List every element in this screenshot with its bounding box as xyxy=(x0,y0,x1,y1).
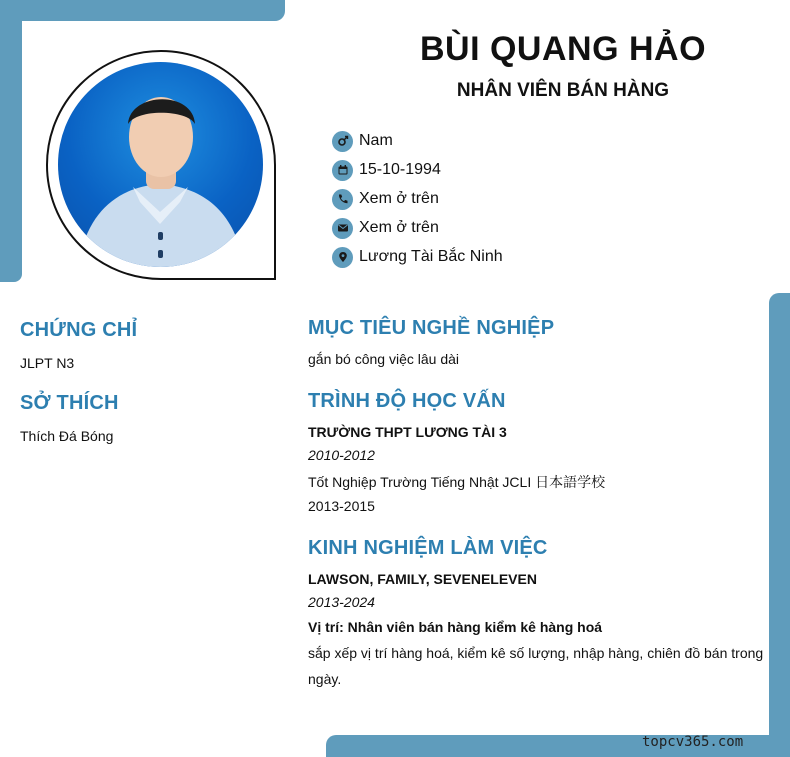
candidate-name: BÙI QUANG HẢO xyxy=(419,30,707,68)
contact-email xyxy=(332,217,439,239)
experience-description-line-2: ngày. xyxy=(308,671,342,687)
hobbies-heading: SỞ THÍCH xyxy=(20,392,119,414)
contact-gender-text: Nam xyxy=(359,132,393,149)
experience-role: Vị trí: Nhân viên bán hàng kiểm kê hàng hoá xyxy=(308,619,603,635)
experience-years: 2013-2024 xyxy=(308,594,375,610)
education-school-years: 2010-2012 xyxy=(308,447,375,463)
education-detail-years: 2013-2015 xyxy=(308,498,375,514)
objective-text: gắn bó công việc lâu dài xyxy=(308,351,459,367)
gender-icon xyxy=(332,131,353,152)
calendar-icon xyxy=(332,160,353,181)
contact-address xyxy=(332,246,503,268)
education-detail: Tốt Nghiệp Trường Tiếng Nhật JCLI 日本語学校 xyxy=(308,474,606,490)
contact-birthday-text: 15-10-1994 xyxy=(359,161,441,178)
portrait-illustration xyxy=(58,62,263,267)
contact-birthday xyxy=(332,159,441,181)
decor-bar-right xyxy=(769,293,790,757)
education-school: TRƯỜNG THPT LƯƠNG TÀI 3 xyxy=(308,424,507,440)
objective-heading: MỤC TIÊU NGHỀ NGHIỆP xyxy=(308,317,555,339)
job-title: NHÂN VIÊN BÁN HÀNG xyxy=(456,80,670,101)
contact-address-text: Lương Tài Bắc Ninh xyxy=(359,248,503,265)
education-heading: TRÌNH ĐỘ HỌC VẤN xyxy=(308,390,506,412)
phone-icon xyxy=(332,189,353,210)
contact-email-text: Xem ở trên xyxy=(359,219,439,236)
profile-photo xyxy=(58,62,263,267)
hobby-item: Thích Đá Bóng xyxy=(20,428,114,444)
contact-gender xyxy=(332,130,393,152)
certificate-item: JLPT N3 xyxy=(20,355,75,371)
experience-description-line-1: sắp xếp vị trí hàng hoá, kiểm kê số lượng, nhập hàng, chiên đồ bán trong xyxy=(308,645,764,661)
email-icon xyxy=(332,218,353,239)
watermark: topcv365.com xyxy=(642,734,744,750)
experience-company: LAWSON, FAMILY, SEVENELEVEN xyxy=(308,571,537,587)
decor-bar-top xyxy=(0,0,285,21)
decor-bar-left xyxy=(0,0,22,282)
experience-heading: KINH NGHIỆM LÀM VIỆC xyxy=(308,537,548,559)
location-icon xyxy=(332,247,353,268)
contact-phone xyxy=(332,188,439,210)
certificates-heading: CHỨNG CHỈ xyxy=(20,319,138,341)
contact-phone-text: Xem ở trên xyxy=(359,190,439,207)
